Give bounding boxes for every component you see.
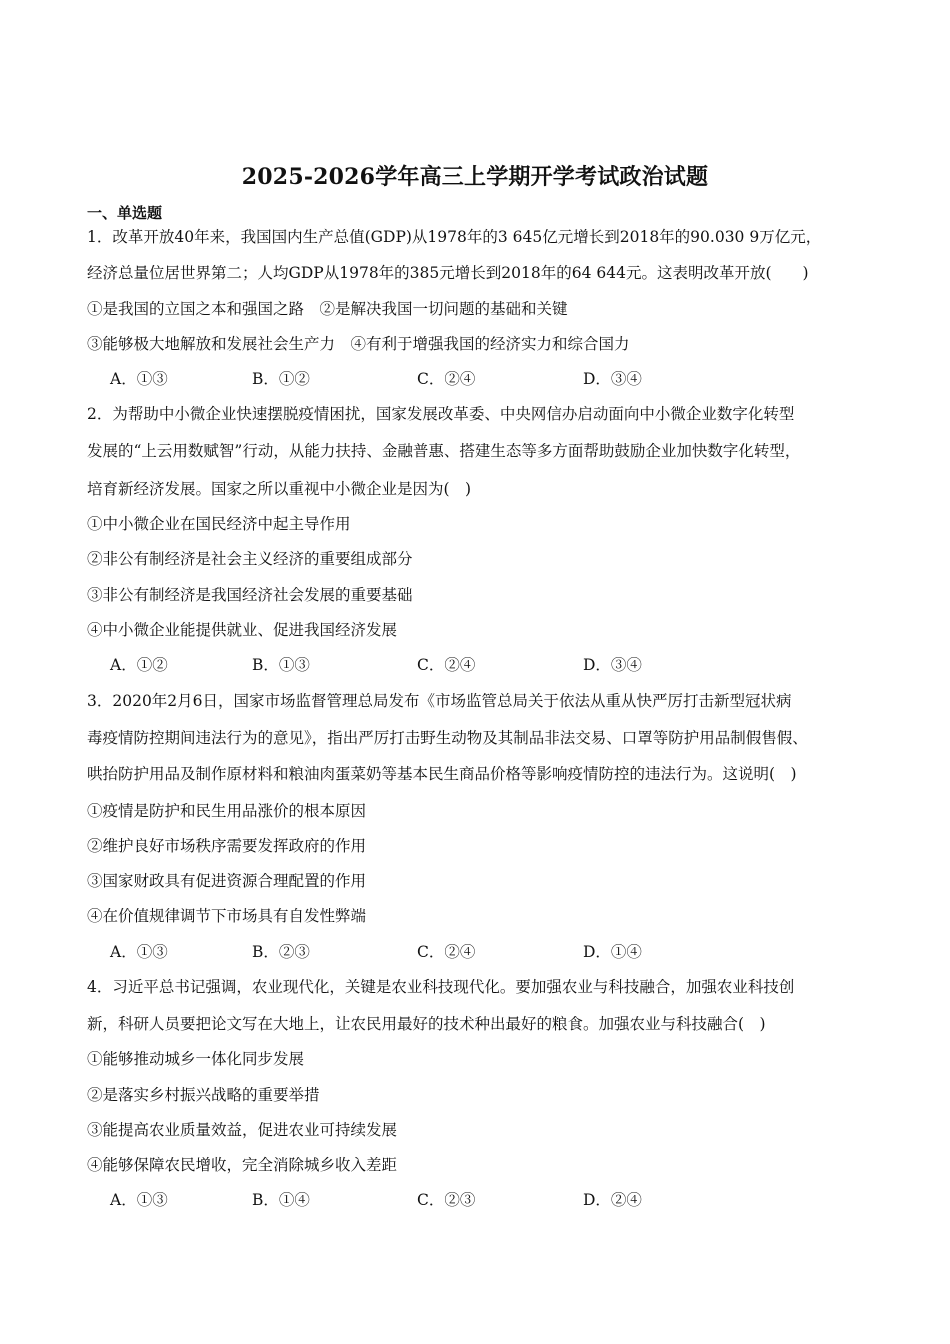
question-3-statement-1: ①疫情是防护和民生用品涨价的根本原因	[87, 802, 367, 820]
question-2-option-c[interactable]: C．②④	[417, 656, 476, 674]
question-2-statement-1: ①中小微企业在国民经济中起主导作用	[87, 515, 351, 533]
question-4-line-1: 4．习近平总书记强调，农业现代化，关键是农业科技现代化。要加强农业与科技融合，加强农业科技创	[87, 978, 795, 996]
question-2-line-1: 2．为帮助中小微企业快速摆脱疫情困扰，国家发展改革委、中央网信办启动面向中小微企业数字化转型	[87, 405, 795, 423]
question-4-statement-2: ②是落实乡村振兴战略的重要举措	[87, 1086, 320, 1104]
question-3-line-2: 毒疫情防控期间违法行为的意见》，指出严厉打击野生动物及其制品非法交易、口罩等防护用品制假售假、	[87, 729, 808, 747]
question-3-statement-3: ③国家财政具有促进资源合理配置的作用	[87, 872, 367, 890]
question-1-option-b[interactable]: B．①②	[252, 370, 310, 388]
question-4-option-a[interactable]: A．①③	[110, 1191, 168, 1209]
question-2-statement-3: ③非公有制经济是我国经济社会发展的重要基础	[87, 586, 413, 604]
question-4-statement-3: ③能提高农业质量效益，促进农业可持续发展	[87, 1121, 398, 1139]
question-1-line-2: 经济总量位居世界第二；人均GDP从1978年的385元增长到2018年的64 644元。这表明改革开放( )	[87, 264, 809, 282]
question-4-option-b[interactable]: B．①④	[252, 1191, 310, 1209]
question-2-option-d[interactable]: D．③④	[583, 656, 642, 674]
question-1-statement-line-1: ①是我国的立国之本和强国之路 ②是解决我国一切问题的基础和关键	[87, 300, 568, 318]
section-heading: 一、单选题	[87, 204, 163, 222]
question-1-option-c[interactable]: C．②④	[417, 370, 476, 388]
question-4-statement-4: ④能够保障农民增收，完全消除城乡收入差距	[87, 1156, 398, 1174]
question-3-option-c[interactable]: C．②④	[417, 943, 476, 961]
question-1-line-1: 1．改革开放40年来，我国国内生产总值(GDP)从1978年的3 645亿元增长到2018年的90.030 9万亿元，	[87, 228, 822, 246]
question-1-statement-line-2: ③能够极大地解放和发展社会生产力 ④有利于增强我国的经济实力和综合国力	[87, 335, 630, 353]
question-2-line-2: 发展的“上云用数赋智”行动，从能力扶持、金融普惠、搭建生态等多方面帮助鼓励企业加快数字化转型，	[87, 442, 801, 460]
question-3-line-1: 3．2020年2月6日，国家市场监督管理总局发布《市场监管总局关于依法从重从快严厉打击新型冠状病	[87, 692, 792, 710]
question-2-option-a[interactable]: A．①②	[110, 656, 168, 674]
question-1-option-a[interactable]: A．①③	[110, 370, 168, 388]
question-3-statement-2: ②维护良好市场秩序需要发挥政府的作用	[87, 837, 367, 855]
question-2-statement-2: ②非公有制经济是社会主义经济的重要组成部分	[87, 550, 413, 568]
question-3-option-b[interactable]: B．②③	[252, 943, 310, 961]
question-3-option-d[interactable]: D．①④	[583, 943, 642, 961]
question-2-statement-4: ④中小微企业能提供就业、促进我国经济发展	[87, 621, 398, 639]
question-2-option-b[interactable]: B．①③	[252, 656, 310, 674]
question-4-statement-1: ①能够推动城乡一体化同步发展	[87, 1050, 305, 1068]
question-1-option-d[interactable]: D．③④	[583, 370, 642, 388]
page-title: 2025-2026学年高三上学期开学考试政治试题	[241, 164, 709, 190]
question-3-line-3: 哄抬防护用品及制作原材料和粮油肉蛋菜奶等基本民生商品价格等影响疫情防控的违法行为。这说明( )	[87, 765, 797, 783]
question-4-option-d[interactable]: D．②④	[583, 1191, 642, 1209]
question-3-option-a[interactable]: A．①③	[110, 943, 168, 961]
question-4-option-c[interactable]: C．②③	[417, 1191, 476, 1209]
question-2-line-3: 培育新经济发展。国家之所以重视中小微企业是因为( )	[87, 480, 472, 498]
question-4-line-2: 新，科研人员要把论文写在大地上，让农民用最好的技术种出最好的粮食。加强农业与科技融合( )	[87, 1015, 766, 1033]
question-3-statement-4: ④在价值规律调节下市场具有自发性弊端	[87, 907, 367, 925]
